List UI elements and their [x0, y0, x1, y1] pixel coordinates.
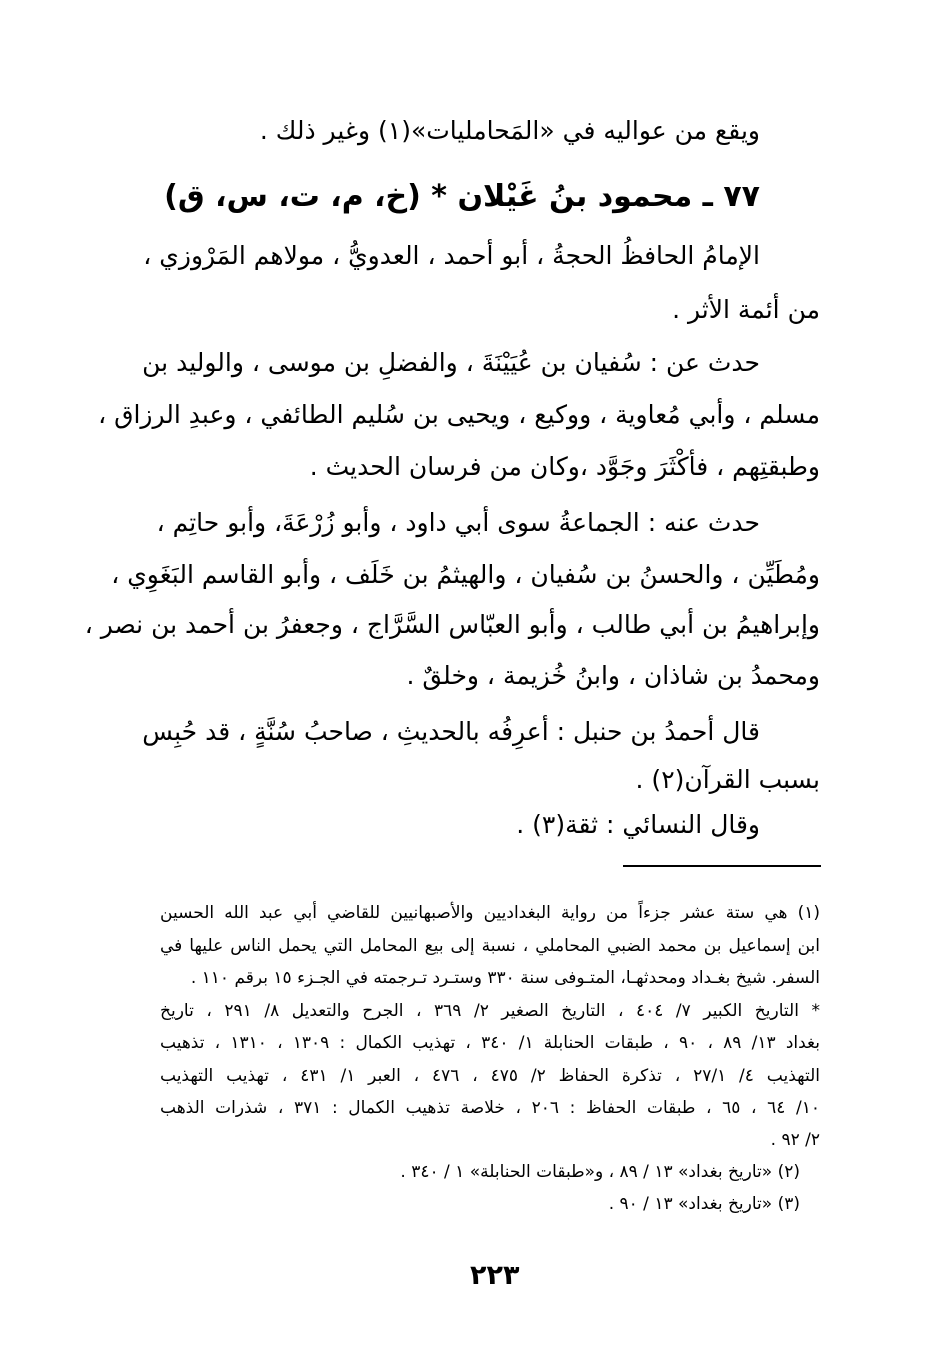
footnote1-line1: (١) هي ستة عشر جزءاً من رواية البغداديين والأصبهانيين للقاضي أبي عبد الله الحسين	[160, 903, 820, 923]
sources-line1: * التاريخ الكبير ٧/ ٤٠٤ ، التاريخ الصغير ٢/ ٣٦٩ ، الجرح والتعديل ٨/ ٢٩١ ، تاريخ	[160, 1001, 820, 1021]
page-number: ٢٢٣	[470, 1260, 520, 1291]
footnote2: (٢) «تاريخ بغداد» ١٣ / ٨٩ ، و«طبقات الحنابلة» ١ / ٣٤٠ .	[400, 1162, 800, 1182]
sources-line4: ١٠/ ٦٤ ، ٦٥ ، طبقات الحفاظ : ٢٠٦ ، خلاصة تذهيب الكمال : ٣٧١ ، شذرات الذهب	[160, 1098, 821, 1118]
para3-line2: ومُطَيِّن ، والحسنُ بن سُفيان ، والهيثمُ بن خَلَف ، وأبو القاسم البَغَوِي ،	[111, 560, 820, 589]
para2-line2: مسلم ، وأبي مُعاوية ، ووكيع ، ويحيى بن سُليم الطائفي ، وعبدِ الرزاق ،	[98, 400, 820, 429]
para2-line3: وطبقتِهم ، فأكْثَرَ وجَوَّد ،وكان من فرسان الحديث .	[309, 452, 820, 481]
para4-line1: قال أحمدُ بن حنبل : أعرِفُه بالحديثِ ، صاحبُ سُنَّةٍ ، قد حُبِس	[142, 717, 760, 746]
para4-line2: بسبب القرآن(٢) .	[635, 765, 820, 794]
entry-heading: ٧٧ ـ محمود بنُ غَيْلان * (خ، م، ت، س، ق)	[164, 179, 760, 214]
intro-line: ويقع من عواليه في «المَحامليات»(١) وغير ذلك .	[259, 116, 760, 145]
footnote1-line3: السفر. شيخ بغـداد ومحدثهـا، المتـوفى سنة ٣٣٠ وستـرد تـرجمته في الجـزء ١٥ برقم ١١٠ .	[190, 968, 820, 988]
footnote-separator	[623, 865, 821, 867]
para1-line2: من أئمة الأثر .	[672, 295, 820, 324]
sources-line3: التهذيب ٤/ ٢٧/١ ، تذكرة الحفاظ ٢/ ٤٧٥ ، ٤٧٦ ، العبر ١/ ٤٣١ ، تهذيب التهذيب	[160, 1066, 821, 1086]
para5-line1: وقال النسائي : ثقة(٣) .	[516, 810, 760, 839]
para3-line3: وإبراهيمُ بن أبي طالب ، وأبو العبّاس السَّرَّاج ، وجعفرُ بن أحمد بن نصر ،	[84, 610, 820, 639]
sources-line5: ٢/ ٩٢ .	[770, 1130, 820, 1150]
sources-line2: بغداد ١٣/ ٨٩ ، ٩٠ ، طبقات الحنابلة ١/ ٣٤٠ ، تهذيب الكمال : ١٣٠٩ ، ١٣١٠ ، تذهيب	[160, 1033, 820, 1053]
para1-line1: الإمامُ الحافظُ الحجةُ ، أبو أحمد ، العدويُّ ، مولاهم المَرْوزي ،	[143, 241, 760, 270]
footnote3: (٣) «تاريخ بغداد» ١٣ / ٩٠ .	[608, 1194, 800, 1214]
para3-line1: حدث عنه : الجماعةُ سوى أبي داود ، وأبو زُرْعَةَ، وأبو حاتِم ،	[156, 508, 760, 537]
para2-line1: حدث عن : سُفيان بن عُيَيْنَةَ ، والفضلِ بن موسى ، والوليد بن	[142, 348, 760, 377]
para3-line4: ومحمدُ بن شاذان ، وابنُ خُزيمة ، وخلقٌ .	[406, 661, 820, 690]
footnote1-line2: ابن إسماعيل بن محمد الضبي المحاملي ، نسبة إلى بيع المحامل التي يحمل الناس عليها في	[160, 936, 820, 956]
